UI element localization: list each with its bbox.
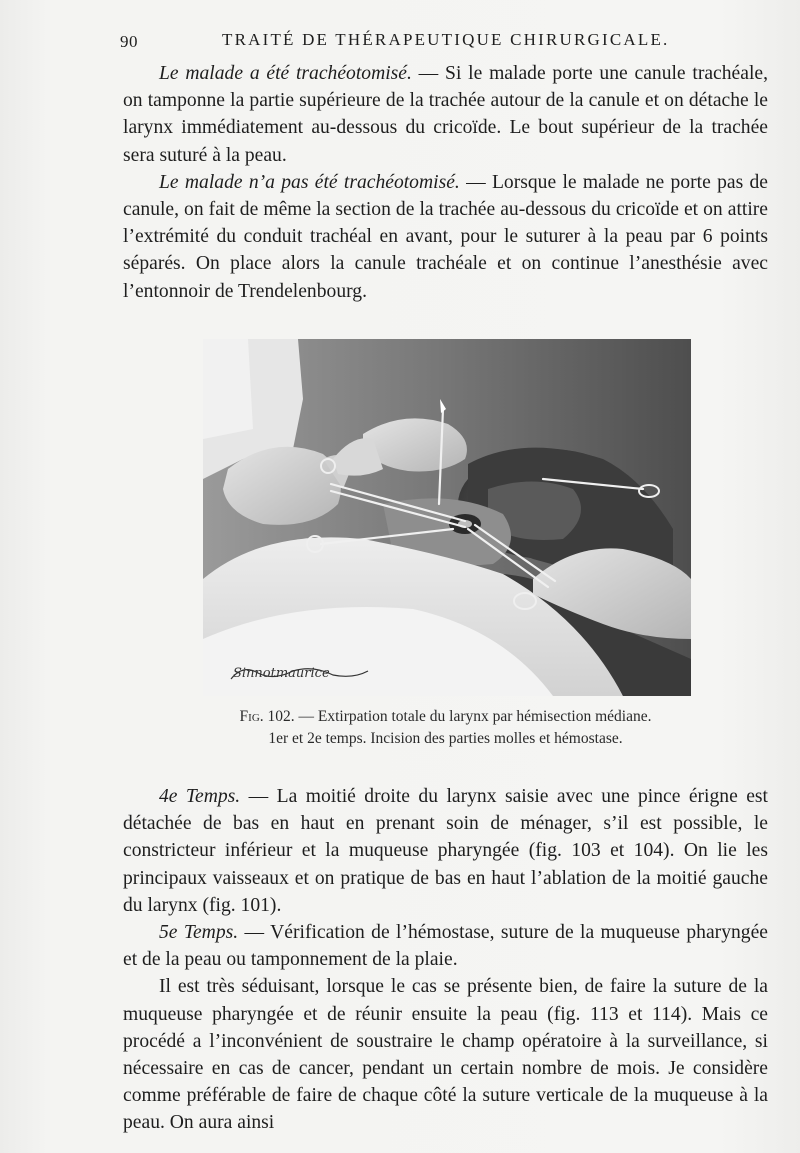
text-block-top — [123, 60, 768, 305]
surgical-photo-illustration — [203, 339, 691, 696]
paragraph-lead: Le malade a été trachéotomisé. — [159, 63, 412, 84]
running-title: TRAITÉ DE THÉRAPEUTIQUE CHIRURGICALE. — [222, 30, 670, 49]
figure-caption-line-2: 1er et 2e temps. Incision des parties molles et hémostase. — [268, 730, 623, 747]
page-header — [120, 26, 770, 56]
paragraph-text: — La moitié droite du larynx saisie avec une pince érigne est détachée de bas en haut en prenant soin de ménager, s’il est possible, le constricteur inférieur et la muqueuse pharyngée (fig. 103 et 104). On lie les principaux vaisseaux et on pratique de bas en haut l’ablation de la moitié gauche du larynx (fig. 101). — [123, 786, 768, 916]
surgical-photograph — [203, 339, 691, 696]
paragraph — [123, 783, 768, 919]
paragraph-lead: Le malade n’a pas été trachéotomisé. — [159, 171, 460, 193]
paragraph-text: Il est très séduisant, lorsque le cas se présente bien, de faire la suture de la muqueuse pharyngée et de réunir ensuite la peau (fig. 113 et 114). Mais ce procédé a l’inconvénient de soustraire le champ opératoire à la surveillance, si nécessaire en cas de cancer, pendant un certain nombre de mois. Je considère comme préférable de faire de chaque côté la suture verticale de la muqueuse à la peau. On aura ainsi — [123, 976, 768, 1134]
paragraph — [123, 973, 768, 1136]
figure-caption-line-1 — [123, 706, 768, 728]
paragraph — [123, 169, 768, 305]
signature-text: Sinnotmaurice — [233, 666, 330, 681]
paragraph — [123, 60, 768, 169]
page-number: 90 — [120, 32, 138, 51]
paragraph-text: — Lorsque le malade ne porte pas de canule, on fait de même la section de la trachée au-dessous du cricoïde et on attire l’extrémité du conduit trachéal en avant, pour le suturer à la peau par 6 points séparés. On place alors la canule trachéale et on continue l’anesthésie avec l’entonnoir de Trendelenbourg. — [123, 171, 768, 302]
text-block-bottom — [123, 783, 768, 1137]
paragraph-text: — Vérification de l’hémostase, suture de la muqueuse pharyngée et de la peau ou tamponnement de la plaie. — [123, 922, 768, 971]
paragraph-lead: 4e Temps. — [159, 786, 241, 807]
figure-label: Fig. — [239, 708, 264, 725]
paragraph — [123, 919, 768, 973]
figure-caption-text: 102. — Extirpation totale du larynx par hémisection médiane. — [263, 708, 652, 725]
paragraph-lead: 5e Temps. — [159, 922, 239, 944]
paragraph-text: — Si le malade porte une canule trachéale, on tamponne la partie supérieure de la trachée autour de la canule et on détache le larynx immédiatement au-dessous du cricoïde. Le bout supérieur de la trachée sera suturé à la peau. — [123, 63, 768, 166]
